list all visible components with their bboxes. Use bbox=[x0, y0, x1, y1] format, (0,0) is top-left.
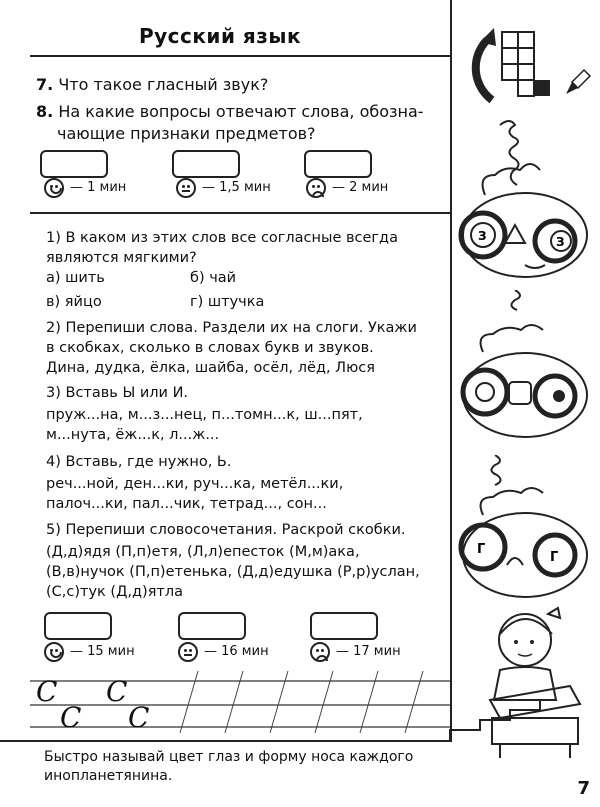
answer-box[interactable] bbox=[44, 612, 112, 640]
question-text-cont: чающие признаки предметов? bbox=[57, 124, 316, 143]
question-number: 8. bbox=[36, 102, 54, 121]
task-3-words: м...нута, ёж...к, л...ж... bbox=[46, 427, 220, 443]
puzzle-squares-icon bbox=[462, 20, 592, 115]
footer-line: Быстро называй цвет глаз и форму носа каждого bbox=[44, 749, 414, 765]
task-5-words: (С,с)тук (Д,д)ятла bbox=[46, 584, 184, 600]
question-7 bbox=[36, 74, 268, 96]
task-2-line: 2) Перепиши слова. Раздели их на слоги. Укажи bbox=[46, 320, 417, 336]
girl-at-desk-icon bbox=[470, 600, 590, 760]
answer-box[interactable] bbox=[304, 150, 372, 178]
happy-smiley-icon bbox=[44, 178, 64, 198]
sad-smiley-icon bbox=[306, 178, 326, 198]
option-a: а) шить bbox=[46, 270, 105, 286]
time-label: — 1,5 мин bbox=[202, 180, 271, 195]
pencil-icon bbox=[566, 70, 590, 94]
time-label: — 15 мин bbox=[70, 644, 135, 659]
alien-eye-label: Г bbox=[477, 542, 486, 557]
task-4-line: 4) Вставь, где нужно, Ь. bbox=[46, 454, 232, 470]
question-8 bbox=[36, 101, 424, 145]
writing-letter: C bbox=[36, 675, 58, 708]
neutral-smiley-icon bbox=[178, 642, 198, 662]
writing-letter: C bbox=[60, 701, 82, 734]
task-3-line: 3) Вставь Ы или И. bbox=[46, 385, 189, 401]
footer-instruction bbox=[44, 748, 413, 786]
task-5-words: (Д,д)ядя (П,п)етя, (Л,л)епесток (М,м)ака, bbox=[46, 544, 360, 560]
footer-line: инопланетянина. bbox=[44, 768, 173, 784]
time-label: — 17 мин bbox=[336, 644, 401, 659]
happy-smiley-icon bbox=[44, 642, 64, 662]
task-1-line: 1) В каком из этих слов все согласные всегда bbox=[46, 230, 398, 246]
time-label: — 1 мин bbox=[70, 180, 127, 195]
task-2-words: Дина, дудка, ёлка, шайба, осёл, лёд, Люся bbox=[46, 360, 375, 376]
question-text: Что такое гласный звук? bbox=[58, 75, 269, 94]
task-5-line: 5) Перепиши словосочетания. Раскрой скобки. bbox=[46, 522, 406, 538]
task-2-line: в скобках, сколько в словах букв и звуков. bbox=[46, 340, 374, 356]
sad-smiley-icon bbox=[310, 642, 330, 662]
alien-eye-label: Г bbox=[550, 550, 559, 565]
answer-box[interactable] bbox=[40, 150, 108, 178]
task-1-line: являются мягкими? bbox=[46, 250, 197, 266]
answer-box[interactable] bbox=[178, 612, 246, 640]
alien-eye-label: З bbox=[478, 229, 487, 243]
option-d: г) штучка bbox=[190, 294, 265, 310]
title-underline bbox=[30, 55, 450, 57]
task-5-words: (В,в)нучок (П,п)етенька, (Д,д)едушка (Р,р)услан, bbox=[46, 564, 420, 580]
answer-box[interactable] bbox=[310, 612, 378, 640]
alien-icon bbox=[455, 455, 595, 605]
handwriting-practice-lines[interactable] bbox=[30, 665, 450, 735]
task-3-words: пруж...на, м...з...нец, п...томн...к, ш...пят, bbox=[46, 407, 363, 423]
neutral-smiley-icon bbox=[176, 178, 196, 198]
section-divider bbox=[30, 212, 450, 214]
option-b: б) чай bbox=[190, 270, 237, 286]
page-number: 7 bbox=[577, 778, 590, 799]
question-number: 7. bbox=[36, 75, 54, 94]
task-4-words: палоч...ки, пал...чик, тетрад..., сон... bbox=[46, 496, 327, 512]
task-4-words: реч...ной, ден...ки, руч...ка, метёл...ки, bbox=[46, 476, 344, 492]
writing-letter: C bbox=[106, 675, 128, 708]
question-text: На какие вопросы отвечают слова, обозна- bbox=[58, 102, 424, 121]
alien-icon bbox=[455, 115, 595, 285]
time-label: — 16 мин bbox=[204, 644, 269, 659]
writing-letter: C bbox=[128, 701, 150, 734]
option-c: в) яйцо bbox=[46, 294, 102, 310]
alien-icon bbox=[455, 290, 595, 450]
alien-eye-label: З bbox=[556, 235, 565, 249]
answer-box[interactable] bbox=[172, 150, 240, 178]
time-label: — 2 мин bbox=[332, 180, 389, 195]
page-title: Русский язык bbox=[138, 24, 302, 48]
